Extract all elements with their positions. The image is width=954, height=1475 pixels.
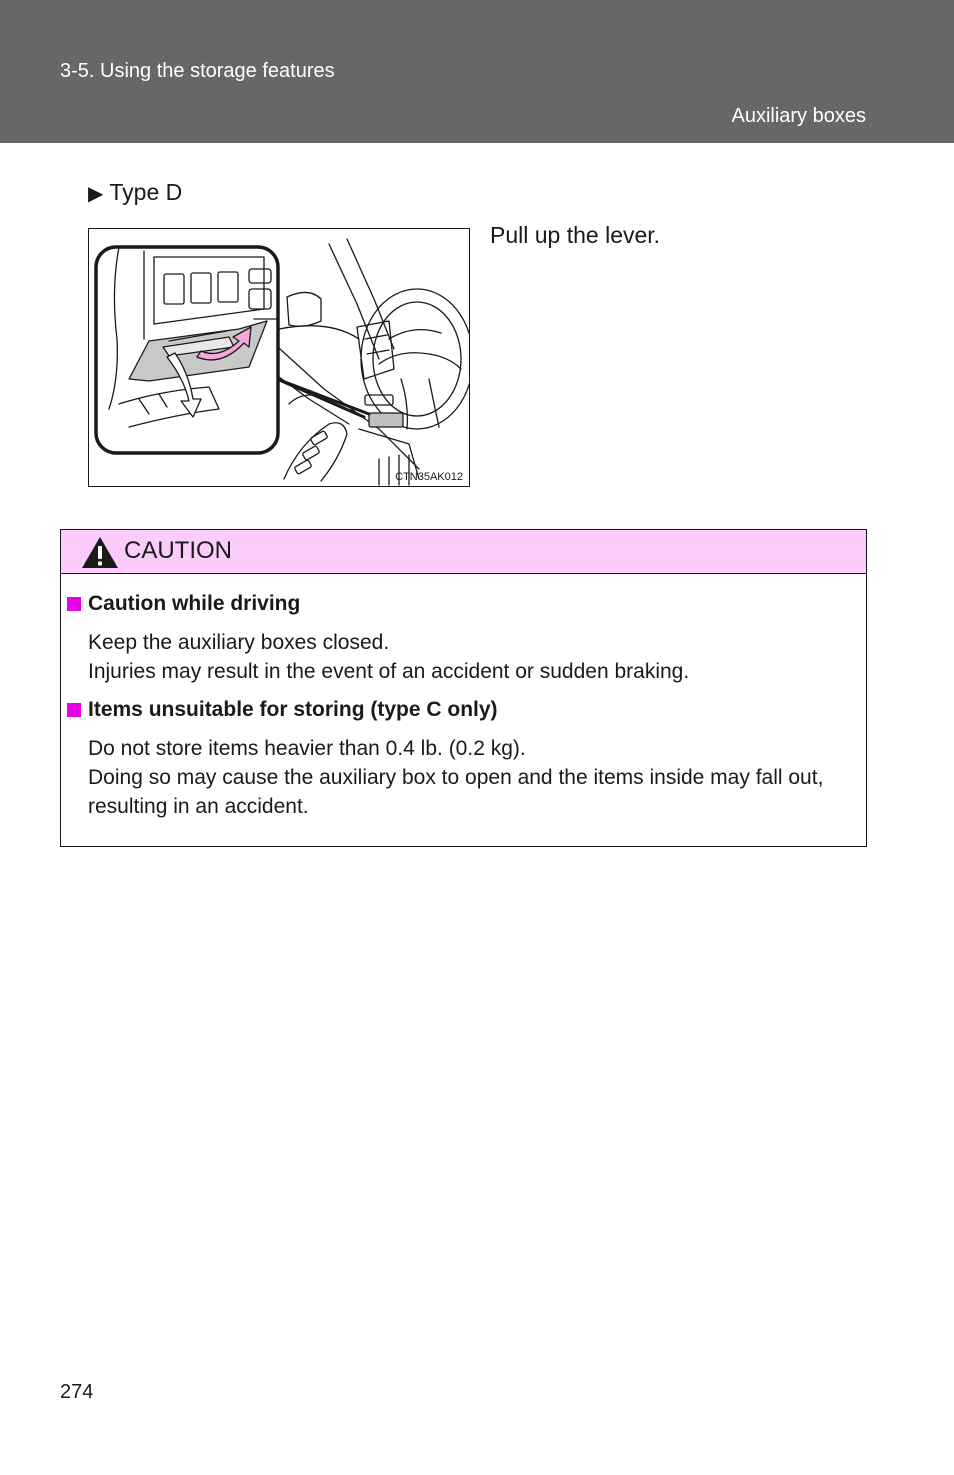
caution-item-body — [88, 734, 863, 821]
type-label-text: Type D — [109, 179, 183, 205]
page-number: 274 — [60, 1381, 94, 1403]
warning-triangle-icon — [81, 536, 119, 569]
caution-item-heading: Caution while driving — [67, 592, 300, 616]
instruction-text: Pull up the lever. — [490, 222, 661, 248]
section-title: 3-5. Using the storage features — [60, 60, 335, 82]
square-bullet-icon — [67, 703, 81, 717]
square-bullet-icon — [67, 597, 81, 611]
body-line: Injuries may result in the event of an accident or sudden braking. — [88, 660, 690, 683]
type-label — [88, 179, 182, 206]
caution-title: CAUTION — [124, 537, 232, 564]
triangle-right-icon: ▶ — [88, 183, 104, 205]
caution-item-body — [88, 628, 863, 686]
body-line: Keep the auxiliary boxes closed. — [88, 631, 390, 654]
dashboard-drawing — [89, 229, 469, 486]
body-line: Do not store items heavier than 0.4 lb. (0.2 kg). — [88, 737, 526, 760]
figure-code: CTN35AK012 — [395, 471, 463, 483]
dashboard-illustration — [88, 228, 470, 487]
page-topic: Auxiliary boxes — [731, 105, 866, 127]
caution-header — [61, 530, 866, 574]
body-line: Doing so may cause the auxiliary box to open and the items inside may fall out, resulting in an accident. — [88, 766, 824, 818]
caution-item-heading: Items unsuitable for storing (type C only) — [67, 698, 498, 722]
caution-box — [60, 529, 867, 847]
page-header — [0, 0, 954, 143]
